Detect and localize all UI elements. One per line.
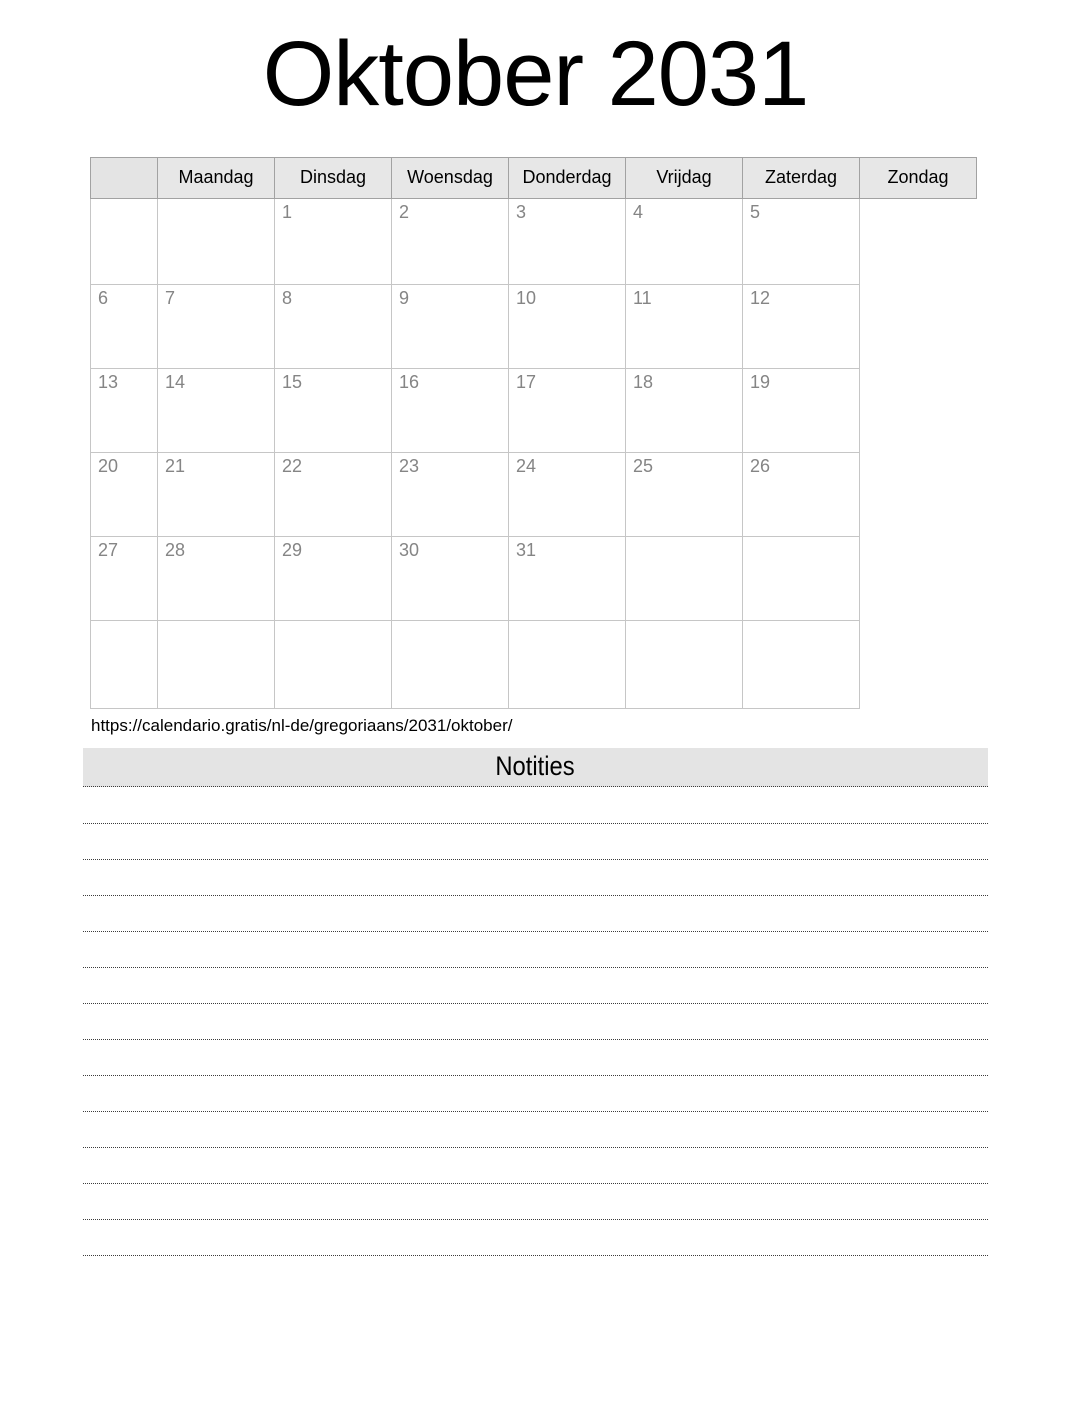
day-number: 24 <box>516 455 537 476</box>
day-header-wednesday: Woensdag <box>392 157 509 198</box>
calendar-week-row <box>91 536 977 620</box>
note-line <box>83 1040 988 1076</box>
day-cell <box>626 452 743 536</box>
day-cell <box>158 284 275 368</box>
day-cell <box>626 536 743 620</box>
calendar-week-row <box>91 284 977 368</box>
day-number: 3 <box>516 201 527 222</box>
day-cell <box>275 198 392 284</box>
day-cell <box>91 284 158 368</box>
note-line <box>83 824 988 860</box>
note-line <box>83 1184 988 1220</box>
day-cell <box>509 368 626 452</box>
note-line <box>83 1148 988 1184</box>
day-cell <box>743 198 860 284</box>
day-number: 11 <box>633 287 652 308</box>
day-cell <box>509 284 626 368</box>
day-cell <box>158 198 275 284</box>
day-number: 23 <box>399 455 420 476</box>
note-line <box>83 1220 988 1256</box>
day-cell <box>743 284 860 368</box>
day-cell <box>743 368 860 452</box>
day-cell <box>626 284 743 368</box>
page-title: Oktober 2031 <box>262 23 809 125</box>
day-number: 30 <box>399 539 420 560</box>
day-header-thursday: Donderdag <box>509 157 626 198</box>
day-cell <box>392 452 509 536</box>
day-number: 19 <box>750 371 771 392</box>
day-number: 28 <box>165 539 186 560</box>
notes-header-bar <box>83 748 988 787</box>
note-line <box>83 860 988 896</box>
day-cell <box>158 368 275 452</box>
calendar-week-row <box>91 198 977 284</box>
notes-section <box>83 748 988 1256</box>
day-cell <box>91 452 158 536</box>
day-cell <box>509 536 626 620</box>
note-line <box>83 968 988 1004</box>
day-number: 7 <box>165 287 176 308</box>
notes-title: Notities <box>495 751 576 782</box>
note-line <box>83 1004 988 1040</box>
day-cell <box>509 198 626 284</box>
day-cell <box>392 198 509 284</box>
day-cell <box>158 452 275 536</box>
day-cell <box>392 284 509 368</box>
day-number: 9 <box>399 287 410 308</box>
note-line <box>83 896 988 932</box>
day-cell <box>392 368 509 452</box>
day-number: 4 <box>633 201 644 222</box>
day-cell <box>626 620 743 708</box>
day-cell <box>275 536 392 620</box>
note-line <box>83 787 988 824</box>
day-number: 20 <box>98 455 119 476</box>
day-cell <box>91 536 158 620</box>
note-line <box>83 1076 988 1112</box>
day-cell <box>392 536 509 620</box>
day-header-tuesday: Dinsdag <box>275 157 392 198</box>
day-cell <box>158 620 275 708</box>
day-header-monday: Maandag <box>158 157 275 198</box>
day-cell <box>509 452 626 536</box>
day-number: 10 <box>516 287 537 308</box>
day-number: 29 <box>282 539 303 560</box>
note-line <box>83 932 988 968</box>
calendar-week-row <box>91 620 977 708</box>
day-number: 31 <box>516 539 537 560</box>
day-number: 2 <box>399 201 410 222</box>
day-number: 14 <box>165 371 186 392</box>
day-cell <box>91 368 158 452</box>
day-number: 17 <box>516 371 537 392</box>
day-cell <box>509 620 626 708</box>
note-lines-container <box>83 787 988 1256</box>
day-number: 8 <box>282 287 293 308</box>
day-cell <box>275 452 392 536</box>
day-cell <box>91 620 158 708</box>
day-number: 25 <box>633 455 654 476</box>
week-spacer-column <box>91 157 158 198</box>
day-cell <box>275 620 392 708</box>
day-cell <box>158 536 275 620</box>
day-number: 21 <box>165 455 186 476</box>
source-url: https://calendario.gratis/nl-de/gregoriaans/2031/oktober/ <box>91 715 513 735</box>
calendar-header-row <box>91 157 977 198</box>
calendar-week-row <box>91 368 977 452</box>
calendar-table <box>90 157 977 709</box>
note-line <box>83 1112 988 1148</box>
day-cell <box>743 620 860 708</box>
day-number: 12 <box>750 287 771 308</box>
day-number: 27 <box>98 539 119 560</box>
day-cell <box>626 198 743 284</box>
day-cell <box>743 452 860 536</box>
day-number: 26 <box>750 455 771 476</box>
day-number: 15 <box>282 371 303 392</box>
day-header-sunday: Zondag <box>860 157 977 198</box>
day-number: 18 <box>633 371 654 392</box>
day-cell <box>275 368 392 452</box>
day-cell <box>275 284 392 368</box>
day-number: 13 <box>98 371 119 392</box>
day-number: 22 <box>282 455 303 476</box>
day-cell <box>626 368 743 452</box>
day-number: 5 <box>750 201 761 222</box>
day-cell <box>392 620 509 708</box>
day-header-saturday: Zaterdag <box>743 157 860 198</box>
day-cell <box>91 198 158 284</box>
day-number: 6 <box>98 287 109 308</box>
day-number: 16 <box>399 371 420 392</box>
day-cell <box>743 536 860 620</box>
calendar-week-row <box>91 452 977 536</box>
day-number: 1 <box>282 201 293 222</box>
day-header-friday: Vrijdag <box>626 157 743 198</box>
